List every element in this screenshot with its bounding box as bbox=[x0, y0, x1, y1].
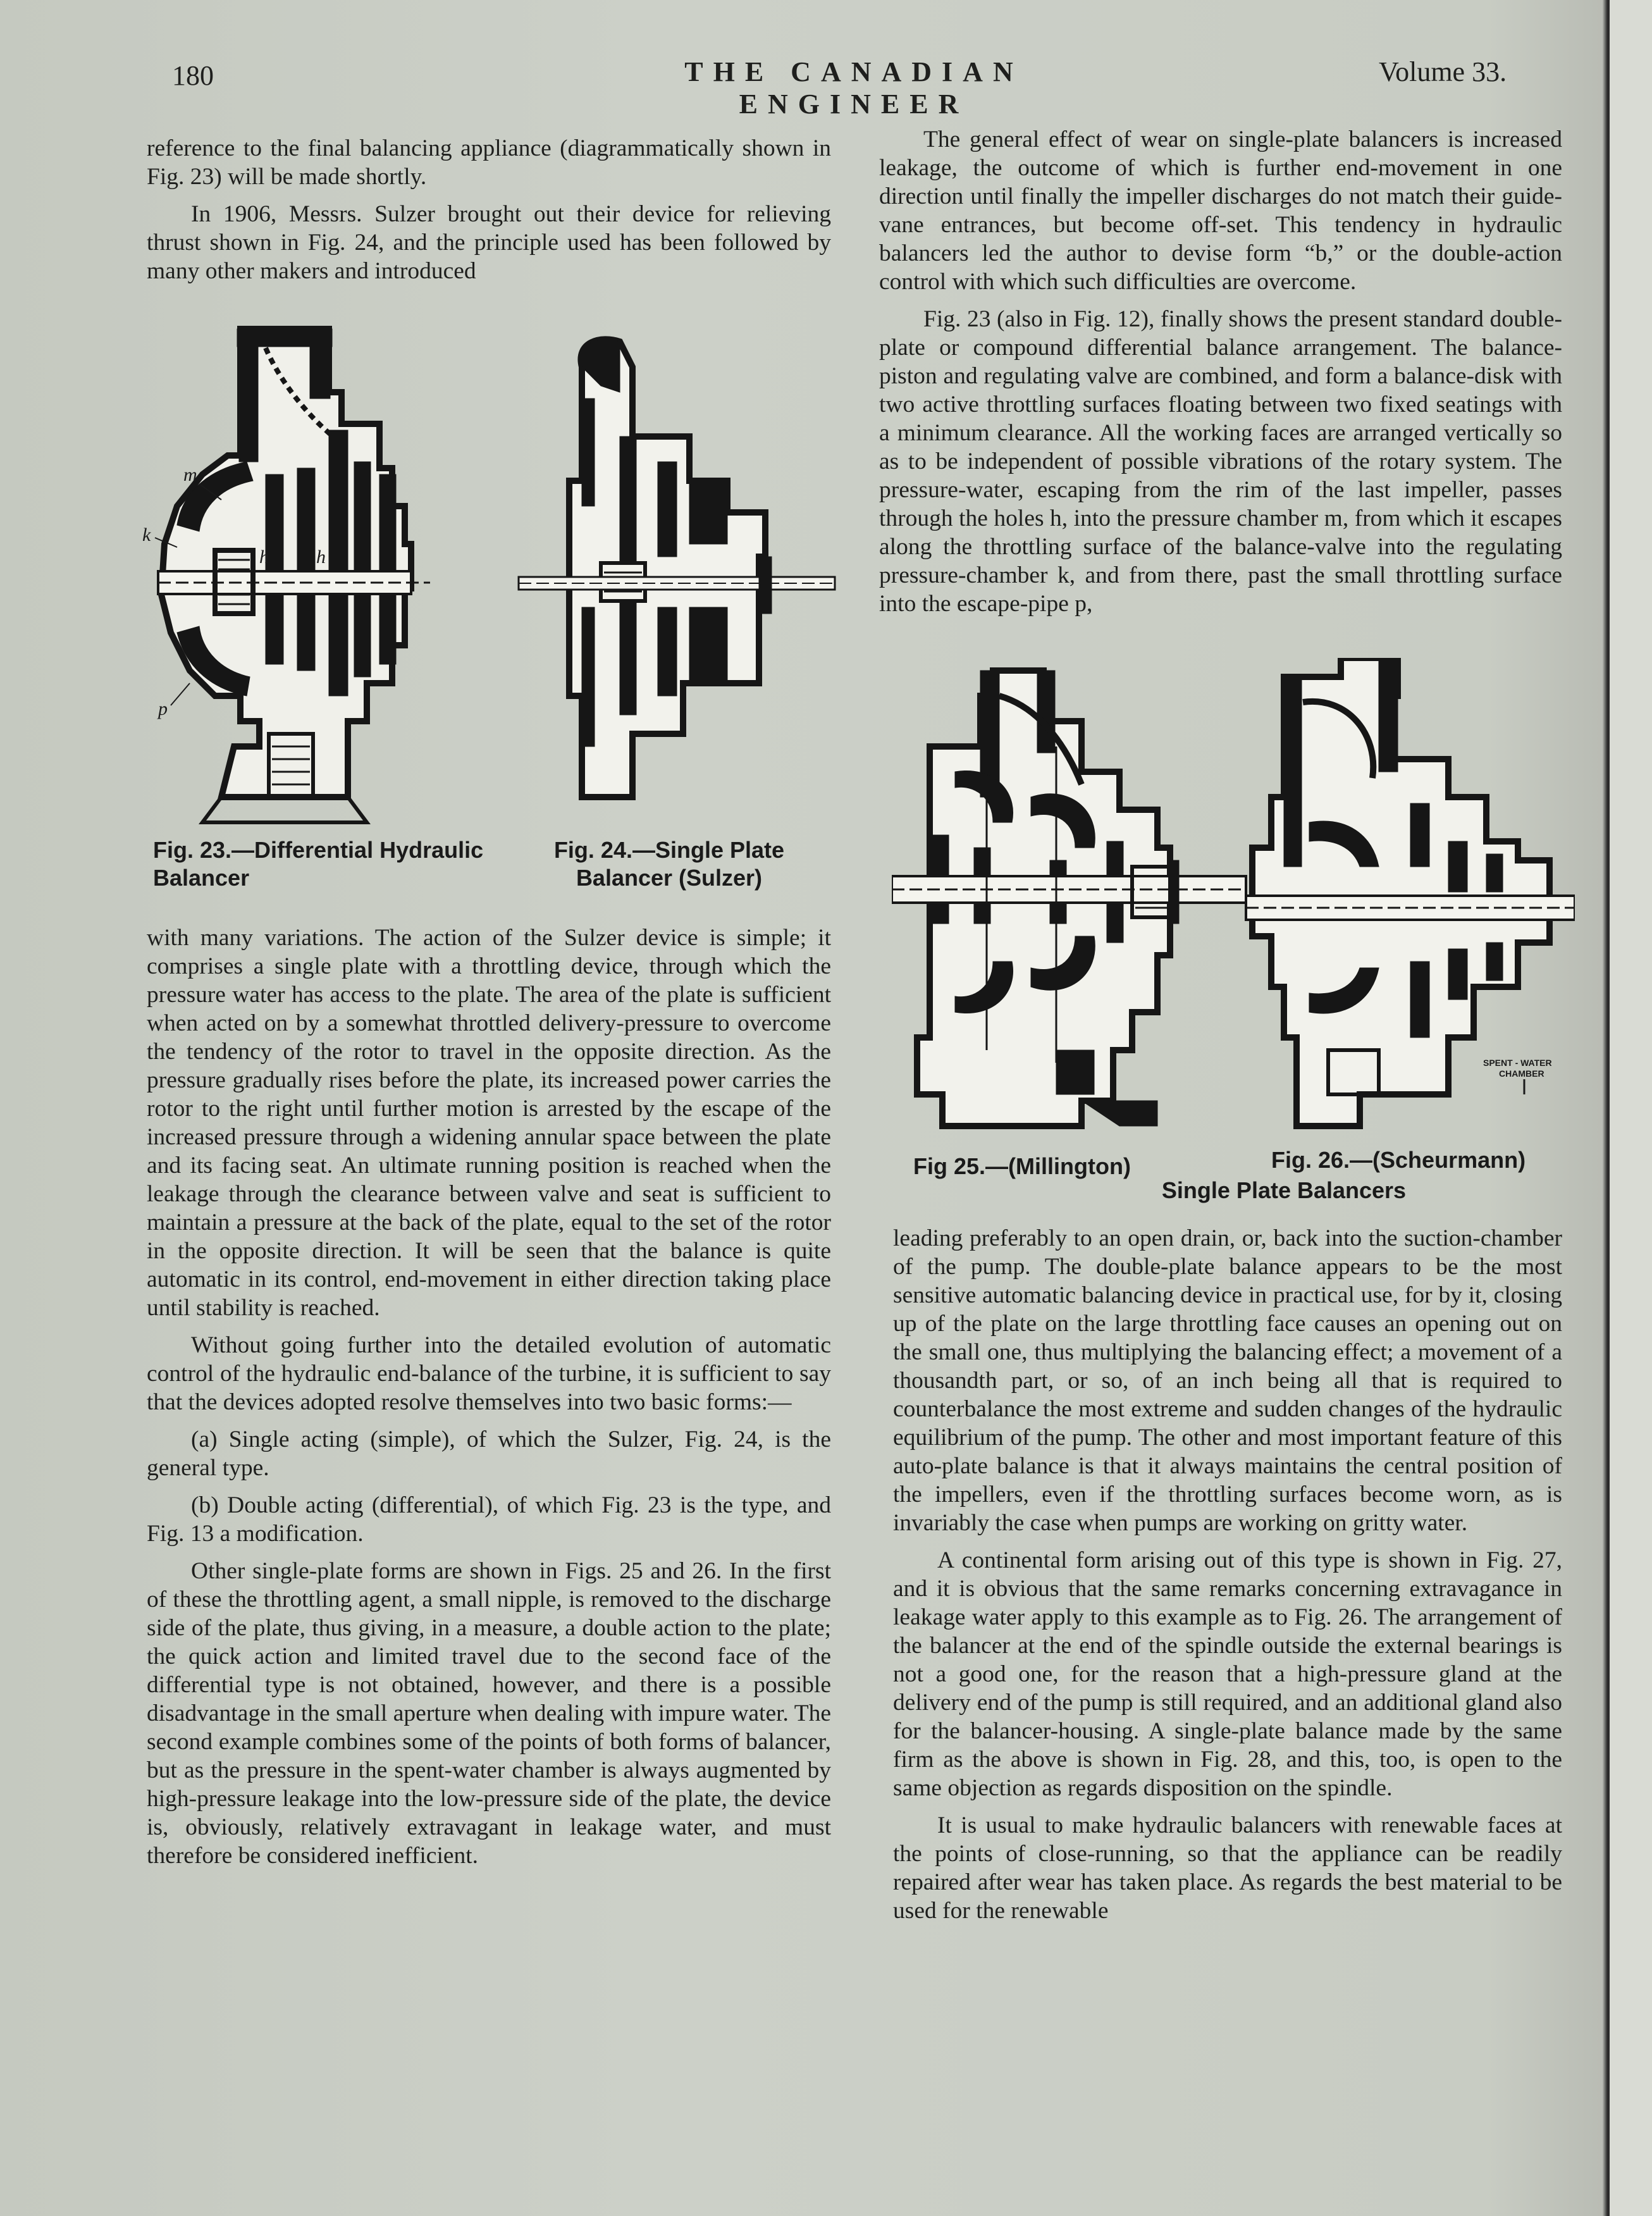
fig25-drawing bbox=[892, 671, 1246, 1126]
page-number: 180 bbox=[172, 60, 214, 91]
paragraph: The general effect of wear on single-plate balancers is increased leakage, the outcome of which is further end-movement in one direction until finally the impeller discharges do not match their guide-vane entrances, but become off-set. This tendency in hydraulic balancers led the author to devise form “b,” or the double-action control with which such difficulties are overcome. bbox=[879, 127, 1562, 295]
fig26-label-line1: SPENT - WATER bbox=[1483, 1058, 1552, 1068]
paragraph: Fig. 23 (also in Fig. 12), finally shows the present standard double-plate or compound differential balance arrangement. The balance-piston and regulating valve are combined, and form a balance-disk with two active throttling surfaces floating between two fixed seatings with a minimum clearance. All the working faces are arranged vertically so as to be independent of possible vibrations of the rotary system. The pressure-water, escaping from the rim of the last impeller, passes through the holes h, into the pressure chamber m, from which it escapes along the throttling surface of the balance-valve into the regulating pressure-chamber k, and from there, past the small throttling surface into the escape-pipe p, bbox=[879, 306, 1562, 617]
fig25-caption: Fig 25.—(Millington) bbox=[913, 1153, 1131, 1179]
paragraph: Without going further into the detailed evolution of automatic control of the hydraulic end-balance of the turbine, it is sufficient to say that the devices adopted resolve themselves into two basic forms:— bbox=[147, 1332, 831, 1415]
fig26-label-line2: CHAMBER bbox=[1499, 1068, 1544, 1079]
fig23-label-h1: h bbox=[259, 547, 269, 567]
paragraph: It is usual to make hydraulic balancers with renewable faces at the points of close-running, so that the appliance can be readily repaired after wear has taken place. As regards the best material to be used for the renewable bbox=[893, 1812, 1562, 1924]
fig26-drawing bbox=[1246, 658, 1575, 1126]
adjacent-page-edge bbox=[1610, 0, 1652, 2216]
fig23-caption: Fig. 23.—Differential Hydraulic Balancer bbox=[153, 837, 484, 891]
paragraph: reference to the final balancing appliance (diagrammatically shown in Fig. 23) will be made shortly. bbox=[147, 135, 831, 190]
paragraph: Other single-plate forms are shown in Figs. 25 and 26. In the first of these the throttling agent, a small nipple, is removed to the discharge side of the plate, thus giving, in a measure, a double action to the plate; the quick action and limited travel due to the second face of the differential type is not obtained, however, and there is a possible disadvantage in the small aperture when dealing with impure water. The second example combines some of the points of both forms of balancer, but as the pressure in the spent-water chamber is always augmented by high-pressure leakage into the low-pressure side of the plate, the device is, obviously, relatively extravagant in leakage water, and must therefore be considered inefficient. bbox=[147, 1558, 831, 1869]
list-item: (b) Double acting (differential), of which Fig. 23 is the type, and Fig. 13 a modification. bbox=[147, 1492, 831, 1547]
left-column-top bbox=[147, 134, 831, 294]
fig23-label-m: m bbox=[183, 464, 197, 485]
paragraph: leading preferably to an open drain, or, back into the suction-chamber of the pump. The double-plate balance appears to be the most sensitive automatic balancing device in practical use, for by it, closing up of the plate on the large throttling face causes an opening out on the small one, thus multiplying the balancing effect; a movement of a thousandth part, or so, of an inch being all that is required to counterbalance the most extreme and sudden changes of the hydraulic equilibrium of the pump. The other and most important feature of this auto-plate balance is that it always maintains the central position of the impellers, even if the throttling surfaces become worn, as is invariably the case when pumps are working on gritty water. bbox=[893, 1225, 1562, 1536]
fig23-label-h2: h bbox=[316, 547, 326, 567]
fig23-drawing bbox=[158, 329, 430, 822]
fig23-label-p: p bbox=[158, 698, 168, 719]
fig23-label-k: k bbox=[142, 524, 151, 545]
right-column-top bbox=[879, 125, 1562, 627]
figure-23-24 bbox=[139, 316, 841, 835]
right-column-bottom bbox=[893, 1224, 1562, 1934]
left-column-bottom bbox=[147, 924, 831, 1879]
fig25-26-caption: Single Plate Balancers bbox=[1161, 1177, 1407, 1203]
fig24-caption: Fig. 24.—Single Plate Balancer (Sulzer) bbox=[553, 837, 785, 891]
fig26-caption: Fig. 26.—(Scheurmann) bbox=[1271, 1147, 1526, 1173]
journal-title: THE CANADIAN ENGINEER bbox=[684, 56, 1023, 120]
fig24-drawing bbox=[519, 339, 835, 797]
volume-label: Volume 33. bbox=[1379, 56, 1507, 87]
paragraph: A continental form arising out of this type is shown in Fig. 27, and it is obvious that the same remarks concerning extravagance in leakage water apply to this example as to Fig. 26. The arrangement of the balancer at the end of the spindle outside the external bearings is not a good one, for the reason that a high-pressure gland at the delivery end of the pump is still required, and an additional gland also for the balancer-housing. A single-plate balance made by the same firm as the above is shown in Fig. 28, and this, too, is open to the same objection as regards disposition on the spindle. bbox=[893, 1547, 1562, 1801]
running-head bbox=[0, 56, 1606, 120]
paragraph: with many variations. The action of the Sulzer device is simple; it comprises a single plate with a throttling device, through which the pressure water has access to the plate. The area of the plate is sufficient when acted on by a somewhat throttled delivery-pressure to overcome the tendency of the rotor to travel in the opposite direction. As the pressure gradually rises before the plate, its increased power carries the rotor to the right until further motion is arrested by the escape of the increased pressure through a widening annular space between the plate and its facing seat. An ultimate running position is reached when the leakage through the clearance between valve and seat is sufficient to maintain a pressure at the back of the plate, equal to the set of the rotor in the opposite direction. It will be seen that the balance is quite automatic in its control, end-movement in either direction taking place until stability is reached. bbox=[147, 925, 831, 1321]
paragraph: In 1906, Messrs. Sulzer brought out their device for relieving thrust shown in Fig. 24, and the principle used has been followed by many other makers and introduced bbox=[147, 201, 831, 284]
figure-25-26 bbox=[892, 658, 1575, 1151]
list-item: (a) Single acting (simple), of which the Sulzer, Fig. 24, is the general type. bbox=[147, 1427, 831, 1481]
